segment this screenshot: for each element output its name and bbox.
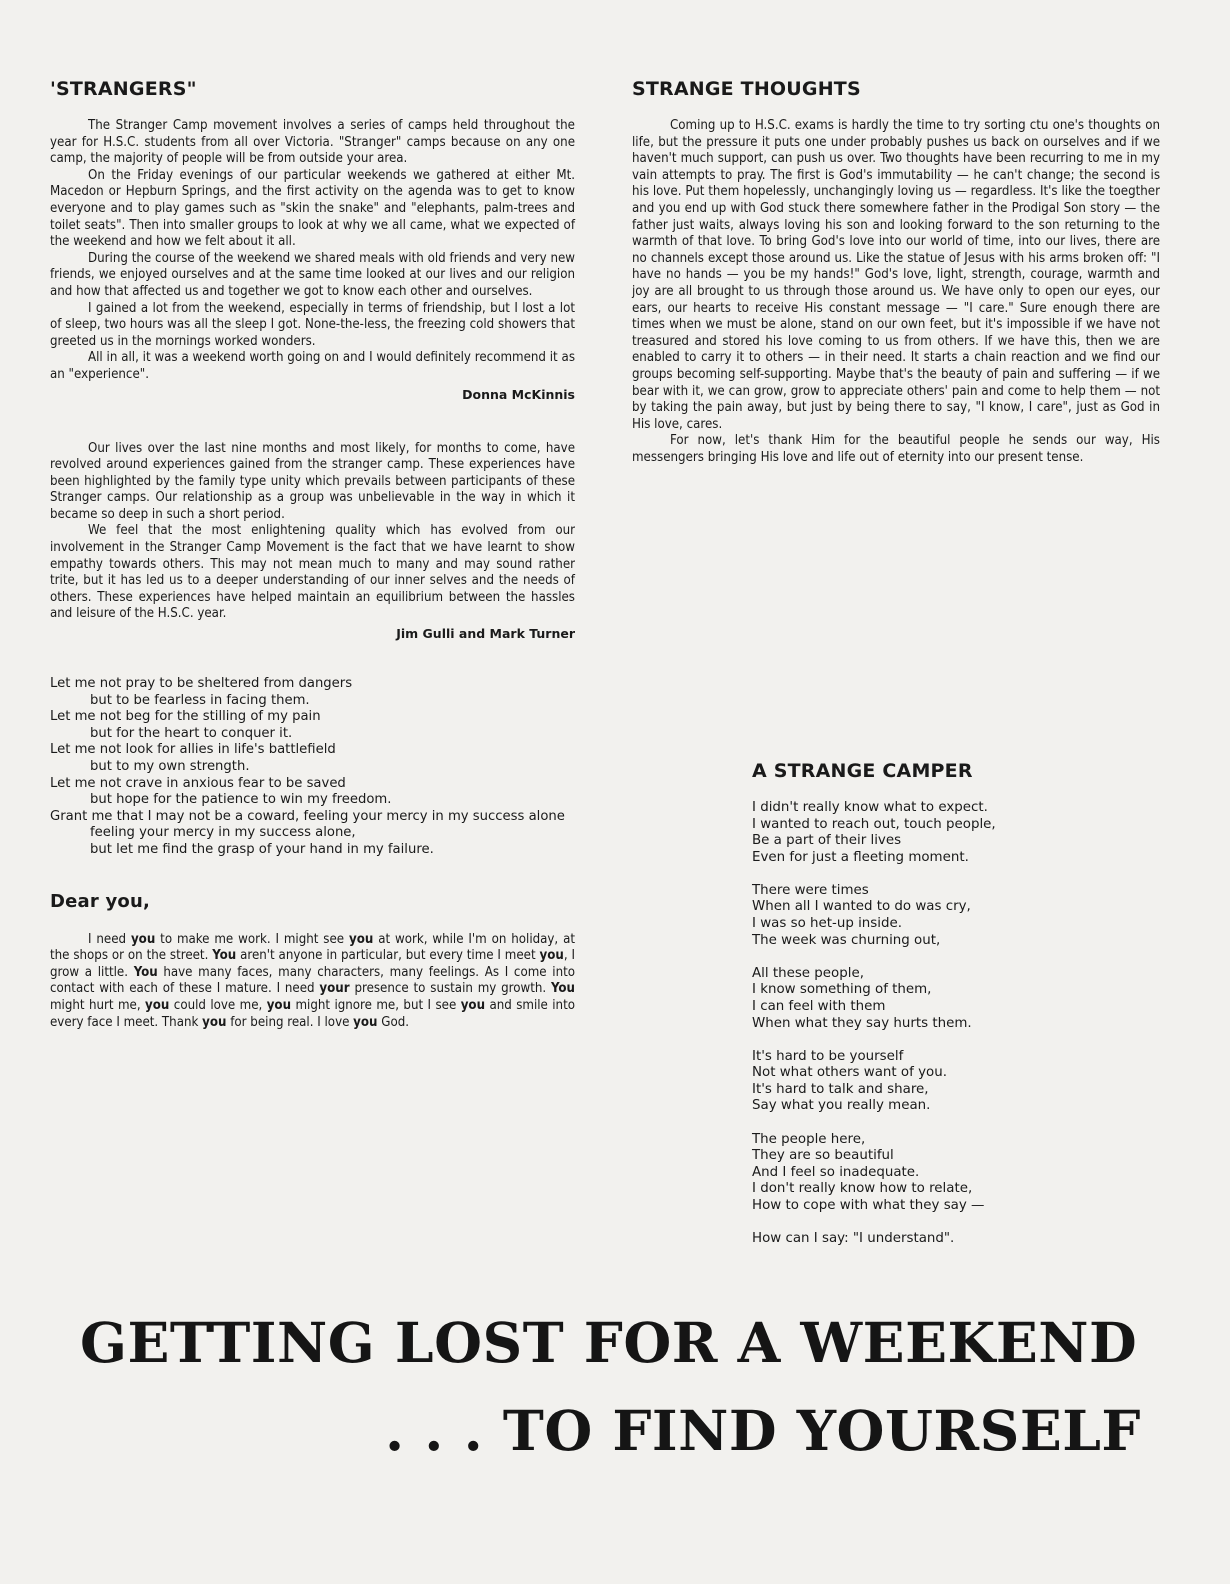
poem-stanza — [752, 1132, 1082, 1215]
prayer-line: feeling your mercy in my success alone, — [90, 825, 356, 841]
poem-line: They are so beautiful — [752, 1148, 894, 1164]
right-column — [632, 78, 1160, 466]
lives-article — [50, 441, 575, 643]
lives-paragraph: Our lives over the last nine months and most likely, for months to come, have revolved around experiences gained from the stranger camp. These experiences have been highlighted by the family type unity which prevails between participants of these Stranger camps. Our relationship as a group was unbelievable in the way in which it became so deep in such a short period. — [50, 440, 575, 522]
left-column — [50, 78, 575, 1031]
poem-stanza — [752, 800, 1082, 866]
poem-line: Not what others want of you. — [752, 1065, 947, 1081]
poem-line: It's hard to be yourself — [752, 1048, 904, 1064]
poem-line: How can I say: "I understand". — [752, 1230, 955, 1246]
strange-thoughts-article — [632, 78, 1160, 466]
strangers-paragraph: The Stranger Camp movement involves a series of camps held throughout the year for H.S.C. students from all over Victoria. "Stranger" camps because on any one camp, the majority of people will be from outside your area. — [50, 118, 575, 167]
prayer-line: Let me not beg for the stilling of my pain — [50, 709, 321, 725]
poem-line: I didn't really know what to expect. — [752, 800, 988, 815]
poem-line: The people here, — [752, 1131, 866, 1147]
poem-line: Even for just a fleeting moment. — [752, 849, 969, 865]
dear-you-text: I need you to make me work. I might see you at work, while I'm on holiday, at the shops or on the street. You aren't anyone in particular, but every time I meet you, I grow a little. You have many faces, many characters, many feelings. As I come into contact with each of these I mature. I need your presence to sustain my growth. You might hurt me, you could love me, you might ignore me, but I see you and smile into every face I meet. Thank you for being real. I love you God. — [50, 931, 576, 1030]
strangers-paragraph: On the Friday evenings of our particular weekends we gathered at either Mt. Macedon or Hepburn Springs, and the first activity on the agenda was to get to know everyone and to play games such as "skin the snake" and "elephants, palm-trees and toilet seats". Then into smaller groups to look at why we all came, what we expected of the weekend and how we felt about it all. — [50, 167, 575, 250]
lives-paragraph: We feel that the most enlightening quality which has evolved from our involvement in the Stranger Camp Movement is the fact that we have learnt to show empathy towards others. This may not mean much to many and may sound rather trite, but it has led us to a deeper understanding of our inner selves and the needs of others. These experiences have helped maintain an equilibrium between the hassles and leisure of the H.S.C. year. — [50, 523, 575, 622]
poem-line: When what they say hurts them. — [752, 1015, 972, 1031]
poem-line: I wanted to reach out, touch people, — [752, 816, 996, 832]
prayer-line: Let me not look for allies in life's battlefield — [50, 742, 336, 758]
poem-line: And I feel so inadequate. — [752, 1164, 920, 1180]
poem-stanza — [752, 1049, 1082, 1115]
strange-thoughts-paragraph: Coming up to H.S.C. exams is hardly the time to try sorting ctu one's thoughts on life, but the pressure it puts one under probably pushes us back on ourselves and if we haven't much support, can push us over. Two thoughts have been recurring to me in my vain attempts to pray. The first is God's immutability — he can't change; the second is his love. Put them hopelessly, unchangingly loving us — regardless. It's like the toegther and you end up with God stuck there somewhere father in the Prodigal Son story — the father just waits, always loving his son and looking forward to the son returning to the warmth of that love. To bring God's love into our world of time, into our lives, there are no channels except those around us. Like the statue of Jesus with his arms broken off: "I have no hands — you be my hands!" God's love, light, strength, courage, warmth and joy are all brought to us through those around us. We have only to open our eyes, our ears, our hearts to receive His constant message — "I care." Sure enough there are times when we must be alone, stand on our own feet, but it's impossible if we have not treasured and stored his love coming to us from others. If we have this, then we are enabled to carry it to others — in their need. It starts a chain reaction and we find our groups becoming self-supporting. Maybe that's the beauty of pain and suffering — if we bear with it, we can grow, grow to appreciate others' pain and come to help them — not by taking the pain away, but just by being there to say, "I know, I care", just as God in His love, cares. — [632, 118, 1160, 432]
poem-line: I know something of them, — [752, 982, 932, 998]
dear-you-heading: Dear you, — [50, 890, 150, 912]
headline-line-2: . . . TO FIND YOURSELF — [385, 1398, 1141, 1463]
strangers-paragraph: All in all, it was a weekend worth going on and I would definitely recommend it as an "experience". — [50, 350, 575, 382]
poem-line: Be a part of their lives — [752, 833, 902, 849]
strange-thoughts-heading: STRANGE THOUGHTS — [632, 78, 861, 100]
prayer-line: but hope for the patience to win my freedom. — [90, 792, 392, 808]
poem-line: I can feel with them — [752, 998, 886, 1014]
poem-stanza — [752, 1231, 1082, 1248]
poem-line: I was so het-up inside. — [752, 916, 902, 932]
prayer-line: Let me not crave in anxious fear to be saved — [50, 775, 346, 791]
strangers-article — [50, 78, 575, 403]
lives-signature: Jim Gulli and Mark Turner — [396, 626, 575, 642]
strange-camper-poem — [752, 760, 1082, 1264]
poem-line: All these people, — [752, 965, 864, 981]
poem-line: It's hard to talk and share, — [752, 1081, 929, 1097]
prayer-line: but to my own strength. — [90, 759, 250, 774]
poem-line: I don't really know how to relate, — [752, 1181, 973, 1197]
strangers-paragraph: I gained a lot from the weekend, especially in terms of friendship, but I lost a lot of sleep, two hours was all the sleep I got. None-the-less, the freezing cold showers that greeted us in the mornings worked wonders. — [50, 300, 575, 349]
prayer-line: but to be fearless in facing them. — [90, 692, 310, 708]
strangers-signature: Donna McKinnis — [462, 386, 575, 402]
prayer-poem — [50, 676, 575, 859]
strange-camper-heading: A STRANGE CAMPER — [752, 760, 973, 782]
poem-line: When all I wanted to do was cry, — [752, 899, 971, 915]
prayer-line: Grant me that I may not be a coward, feeling your mercy in my success alone — [50, 808, 565, 824]
dear-you-article — [50, 891, 575, 1032]
poem-stanza — [752, 966, 1082, 1032]
poem-line: Say what you really mean. — [752, 1098, 931, 1114]
prayer-line: but let me find the grasp of your hand in my failure. — [90, 841, 434, 857]
prayer-line: but for the heart to conquer it. — [90, 725, 293, 741]
prayer-line: Let me not pray to be sheltered from dangers — [50, 676, 353, 692]
strange-thoughts-paragraph: For now, let's thank Him for the beautiful people he sends our way, His messengers bringing His love and life out of eternity into our present tense. — [632, 433, 1160, 465]
poem-stanza — [752, 883, 1082, 949]
strangers-paragraph: During the course of the weekend we shared meals with old friends and very new friends, we enjoyed ourselves and at the same time looked at our lives and our religion and how that affected us and together we got to know each other and ourselves. — [50, 250, 575, 299]
headline-line-1: GETTING LOST FOR A WEEKEND — [80, 1310, 1138, 1375]
poem-line: The week was churning out, — [752, 932, 941, 948]
strangers-heading: 'STRANGERS" — [50, 78, 197, 100]
poem-line: There were times — [752, 882, 869, 898]
poem-line: How to cope with what they say — — [752, 1197, 985, 1213]
